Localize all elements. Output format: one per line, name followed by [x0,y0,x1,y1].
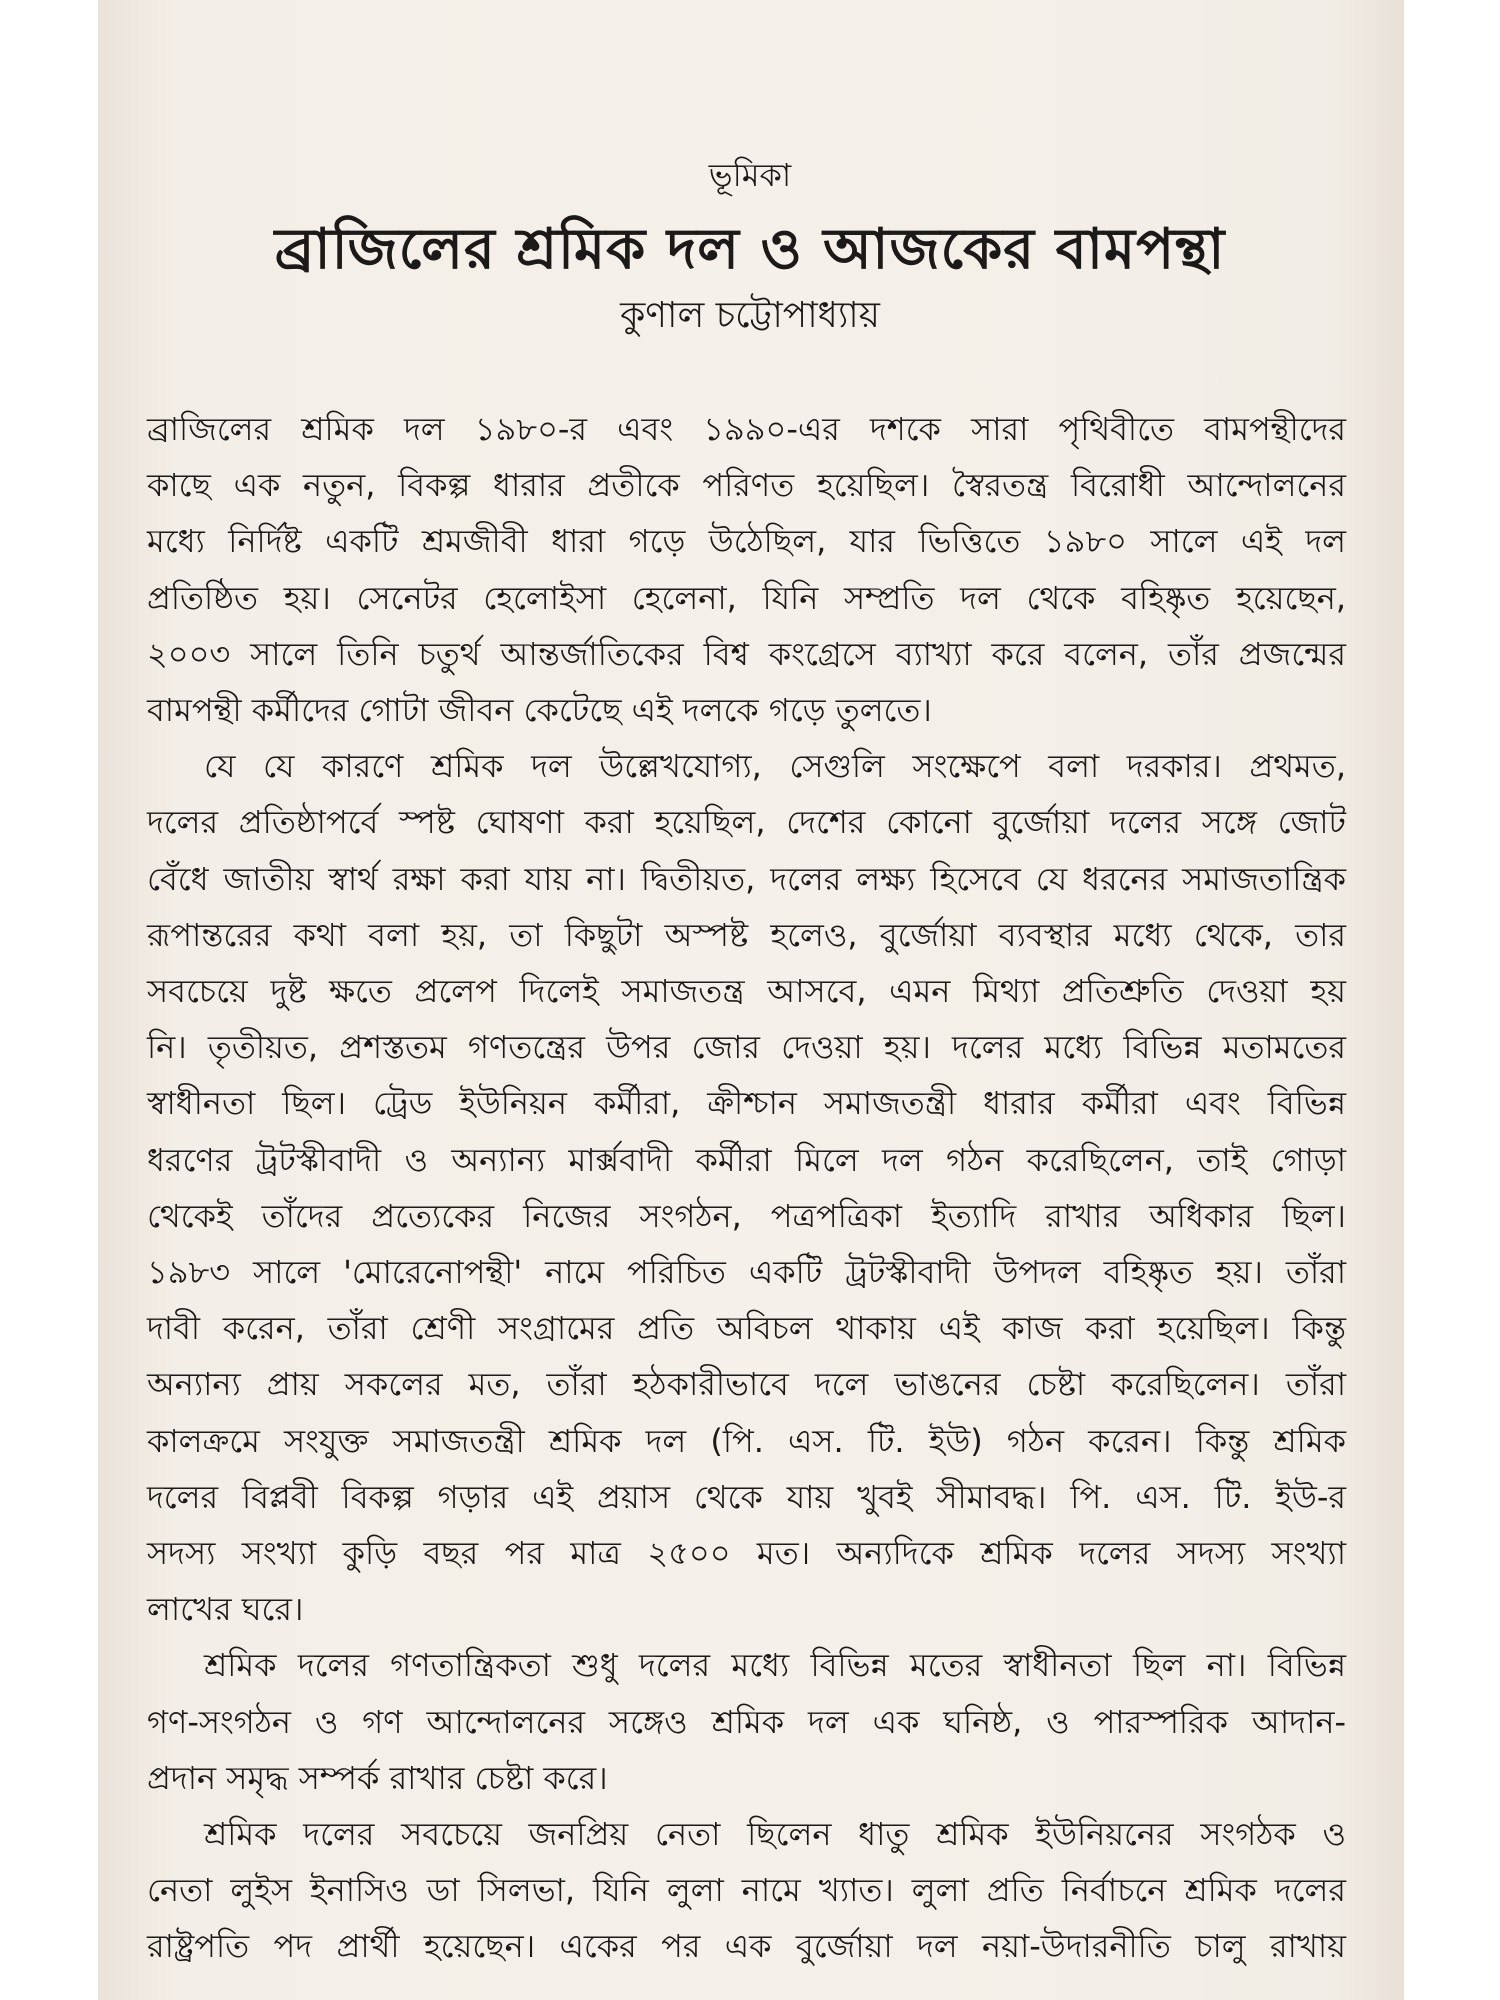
text-line: কাছে এক নতুন, বিকল্প ধারার প্রতীকে পরিণত হয়েছিল। স্বৈরতন্ত্র বিরোধী আন্দোলনের [147,466,1346,505]
text-line: দলের বিপ্লবী বিকল্প গড়ার এই প্রয়াস থেকে যায় খুবই সীমাবদ্ধ। পি. এস. টি. ইউ-র [147,1477,1346,1516]
text-line: নেতা লুইস ইনাসিও ডা সিলভা, যিনি লুলা নামে খ্যাত। লুলা প্রতি নির্বাচনে শ্রমিক দলের [147,1871,1346,1910]
text-line: ধরণের ট্রটস্কীবাদী ও অন্যান্য মার্ক্সবাদী কর্মীরা মিলে দল গঠন করেছিলেন, তাই গোড়া [147,1140,1346,1179]
text-line: প্রতিষ্ঠিত হয়। সেনেটর হেলোইসা হেলেনা, যিনি সম্প্রতি দল থেকে বহিষ্কৃত হয়েছেন, [147,578,1346,617]
text-line: মধ্যে নির্দিষ্ট একটি শ্রমজীবী ধারা গড়ে উঠেছিল, যার ভিত্তিতে ১৯৮০ সালে এই দল [147,522,1346,561]
text-line: স্বাধীনতা ছিল। ট্রেড ইউনিয়ন কর্মীরা, ক্রীশ্চান সমাজতন্ত্রী ধারার কর্মীরা এবং বিভিন্ন [147,1084,1346,1123]
text-line: শ্রমিক দলের গণতান্ত্রিকতা শুধু দলের মধ্যে বিভিন্ন মতের স্বাধীনতা ছিল না। বিভিন্ন [204,1646,1346,1685]
text-line: যে যে কারণে শ্রমিক দল উল্লেখযোগ্য, সেগুলি সংক্ষেপে বলা দরকার। প্রথমত, [204,747,1346,786]
text-line: সদস্য সংখ্যা কুড়ি বছর পর মাত্র ২৫০০ মত। অন্যদিকে শ্রমিক দলের সদস্য সংখ্যা [147,1534,1346,1572]
text-line: রূপান্তরের কথা বলা হয়, তা কিছুটা অস্পষ্ট হলেও, বুর্জোয়া ব্যবস্থার মধ্যে থেকে, তার [147,915,1346,954]
author-name: কুণাল চট্টোপাধ্যায় [620,295,880,336]
text-line: বামপন্থী কর্মীদের গোটা জীবন কেটেছে এই দলকে গড়ে তুলতে। [147,691,932,729]
text-line: ২০০৩ সালে তিনি চতুর্থ আন্তর্জাতিকের বিশ্ব কংগ্রেসে ব্যাখ্যা করে বলেন, তাঁর প্রজন্মের [147,634,1346,673]
chapter-title: ব্রাজিলের শ্রমিক দল ও আজকের বামপন্থা [274,217,1226,282]
section-label: ভূমিকা [708,156,792,194]
text-line: কালক্রমে সংযুক্ত সমাজতন্ত্রী শ্রমিক দল (পি. এস. টি. ইউ) গঠন করেন। কিন্তু শ্রমিক [147,1421,1346,1460]
text-line: রাষ্ট্রপতি পদ প্রার্থী হয়েছেন। একের পর এক বুর্জোয়া দল নয়া-উদারনীতি চালু রাখায় [147,1927,1346,1966]
text-line: ব্রাজিলের শ্রমিক দল ১৯৮০-র এবং ১৯৯০-এর দশকে সারা পৃথিবীতে বামপন্থীদের [147,410,1346,448]
text-line: সবচেয়ে দুষ্ট ক্ষতে প্রলেপ দিলেই সমাজতন্ত্র আসবে, এমন মিথ্যা প্রতিশ্রুতি দেওয়া হয় [147,972,1346,1010]
text-line: শ্রমিক দলের সবচেয়ে জনপ্রিয় নেতা ছিলেন ধাতু শ্রমিক ইউনিয়নের সংগঠক ও [204,1815,1346,1853]
text-line: লাখের ঘরে। [147,1590,304,1629]
text-line: দাবী করেন, তাঁরা শ্রেণী সংগ্রামের প্রতি অবিচল থাকায় এই কাজ করা হয়েছিল। কিন্তু [147,1309,1346,1348]
text-line: থেকেই তাঁদের প্রত্যেকের নিজের সংগঠন, পত্রপত্রিকা ইত্যাদি রাখার অধিকার ছিল। [147,1196,1346,1235]
text-line: ১৯৮৩ সালে 'মোরেনোপন্থী' নামে পরিচিত একটি ট্রটস্কীবাদী উপদল বহিষ্কৃত হয়। তাঁরা [147,1253,1346,1291]
text-line: প্রদান সমৃদ্ধ সম্পর্ক রাখার চেষ্টা করে। [147,1758,608,1797]
text-line: অন্যান্য প্রায় সকলের মত, তাঁরা হঠকারীভাবে দলে ভাঙনের চেষ্টা করেছিলেন। তাঁরা [147,1365,1346,1404]
text-line: দলের প্রতিষ্ঠাপর্বে স্পষ্ট ঘোষণা করা হয়েছিল, দেশের কোনো বুর্জোয়া দলের সঙ্গে জোট [147,803,1346,842]
text-line: বেঁধে জাতীয় স্বার্থ রক্ষা করা যায় না। দ্বিতীয়ত, দলের লক্ষ্য হিসেবে যে ধরনের সমাজতান্ত্রিক [147,859,1346,898]
text-line: গণ-সংগঠন ও গণ আন্দোলনের সঙ্গেও শ্রমিক দল এক ঘনিষ্ঠ, ও পারস্পরিক আদান- [147,1702,1346,1741]
text-line: নি। তৃতীয়ত, প্রশস্ততম গণতন্ত্রের উপর জোর দেওয়া হয়। দলের মধ্যে বিভিন্ন মতামতের [147,1028,1346,1067]
